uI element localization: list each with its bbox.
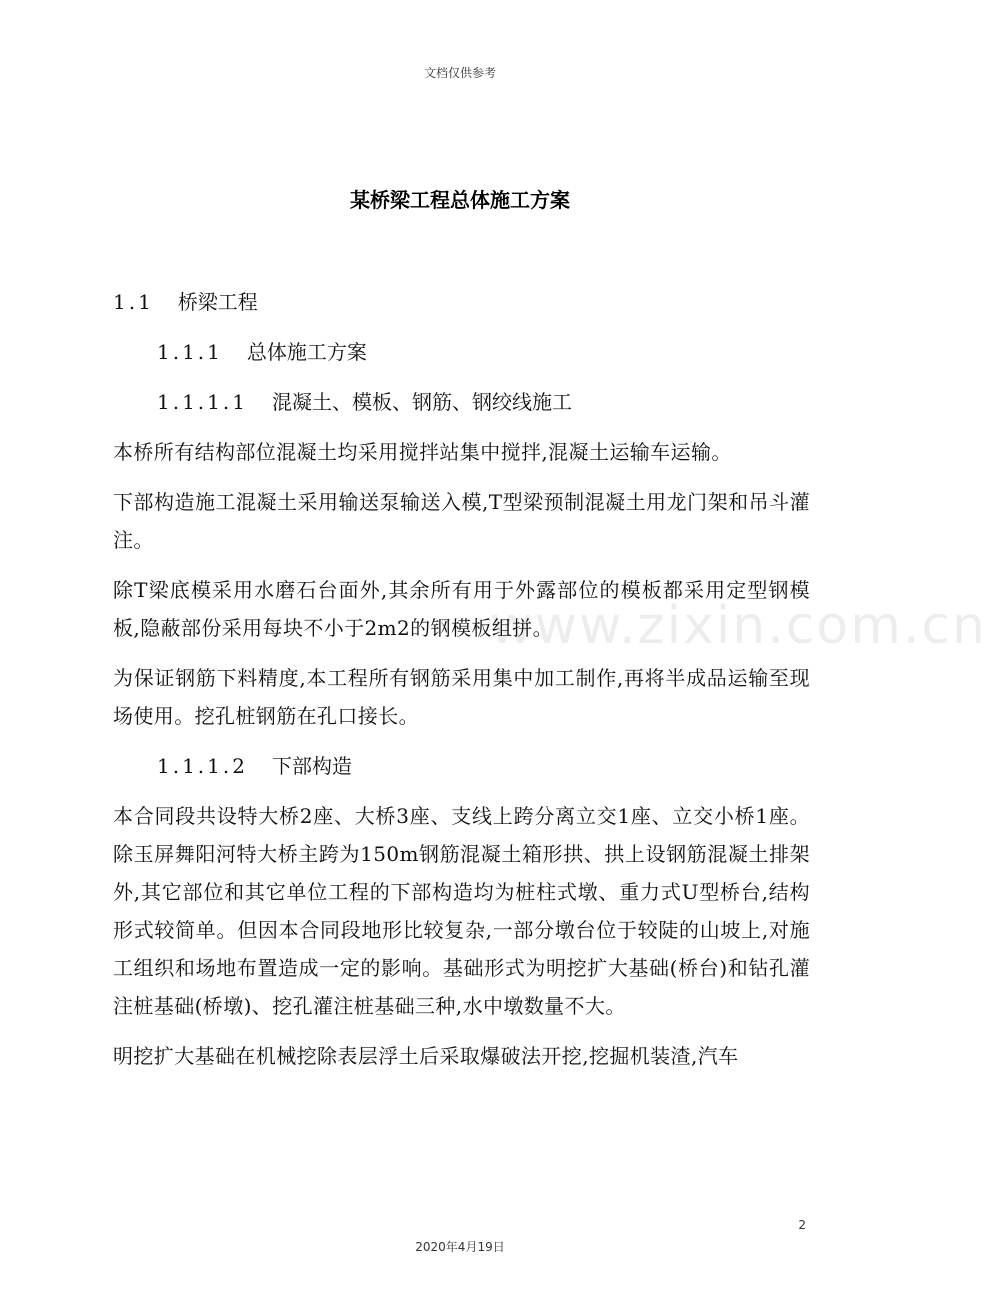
paragraph: 本合同段共设特大桥2座、大桥3座、支线上跨分离立交1座、立交小桥1座。除玉屏舞阳河特大桥主跨为150m钢筋混凝土箱形拱、拱上设钢筋混凝土排架外,其它部位和其它单位工程的下部构造均为桩柱式墩、重力式U型桥台,结构形式较简单。但因本合同段地形比较复杂,一部分墩台位于较陡的山坡上,对施工组织和场地布置造成一定的影响。基础形式为明挖扩大基础(桥台)和钻孔灌注桩基础(桥墩)、挖孔灌注桩基础三种,水中墩数量不大。 [113, 804, 810, 1018]
section-title: 总体施工方案 [246, 340, 367, 364]
section-heading-1-1-1-1 [113, 383, 810, 433]
footer-date: 2020年4月19日 [415, 1240, 505, 1254]
section-heading-1-1-1-2 [113, 747, 810, 797]
section-title: 混凝土、模板、钢筋、钢绞线施工 [271, 390, 572, 414]
section-number: 1.1 [113, 290, 154, 314]
section-title: 下部构造 [271, 754, 352, 778]
section-title: 桥梁工程 [177, 290, 258, 314]
header-note: 文档仅供参考 [423, 66, 496, 80]
paragraph: 下部构造施工混凝土采用输送泵输送入模,T型梁预制混凝土用龙门架和吊斗灌注。 [113, 490, 810, 552]
paragraph: 除T梁底模采用水磨石台面外,其余所有用于外露部位的模板都采用定型钢模板,隐蔽部份采用每块不小于2m2的钢模板组拼。 [113, 578, 810, 640]
section-number: 1.1.1.2 [157, 754, 248, 778]
section-number: 1.1.1 [157, 340, 223, 364]
section-number: 1.1.1.1 [157, 390, 248, 414]
document-title: 某桥梁工程总体施工方案 [350, 188, 570, 212]
section-heading-1-1-1 [113, 333, 810, 383]
paragraph: 本桥所有结构部位混凝土均采用搅拌站集中搅拌,混凝土运输车运输。 [113, 440, 732, 464]
paragraph: 为保证钢筋下料精度,本工程所有钢筋采用集中加工制作,再将半成品运输至现场使用。挖孔桩钢筋在孔口接长。 [113, 666, 810, 728]
document-body [113, 283, 810, 1087]
page-number: 2 [798, 1218, 806, 1232]
section-heading-1-1 [113, 283, 810, 333]
watermark: www.zixin.com.cn [490, 596, 987, 656]
paragraph: 明挖扩大基础在机械挖除表层浮土后采取爆破法开挖,挖掘机装渣,汽车 [113, 1044, 739, 1068]
